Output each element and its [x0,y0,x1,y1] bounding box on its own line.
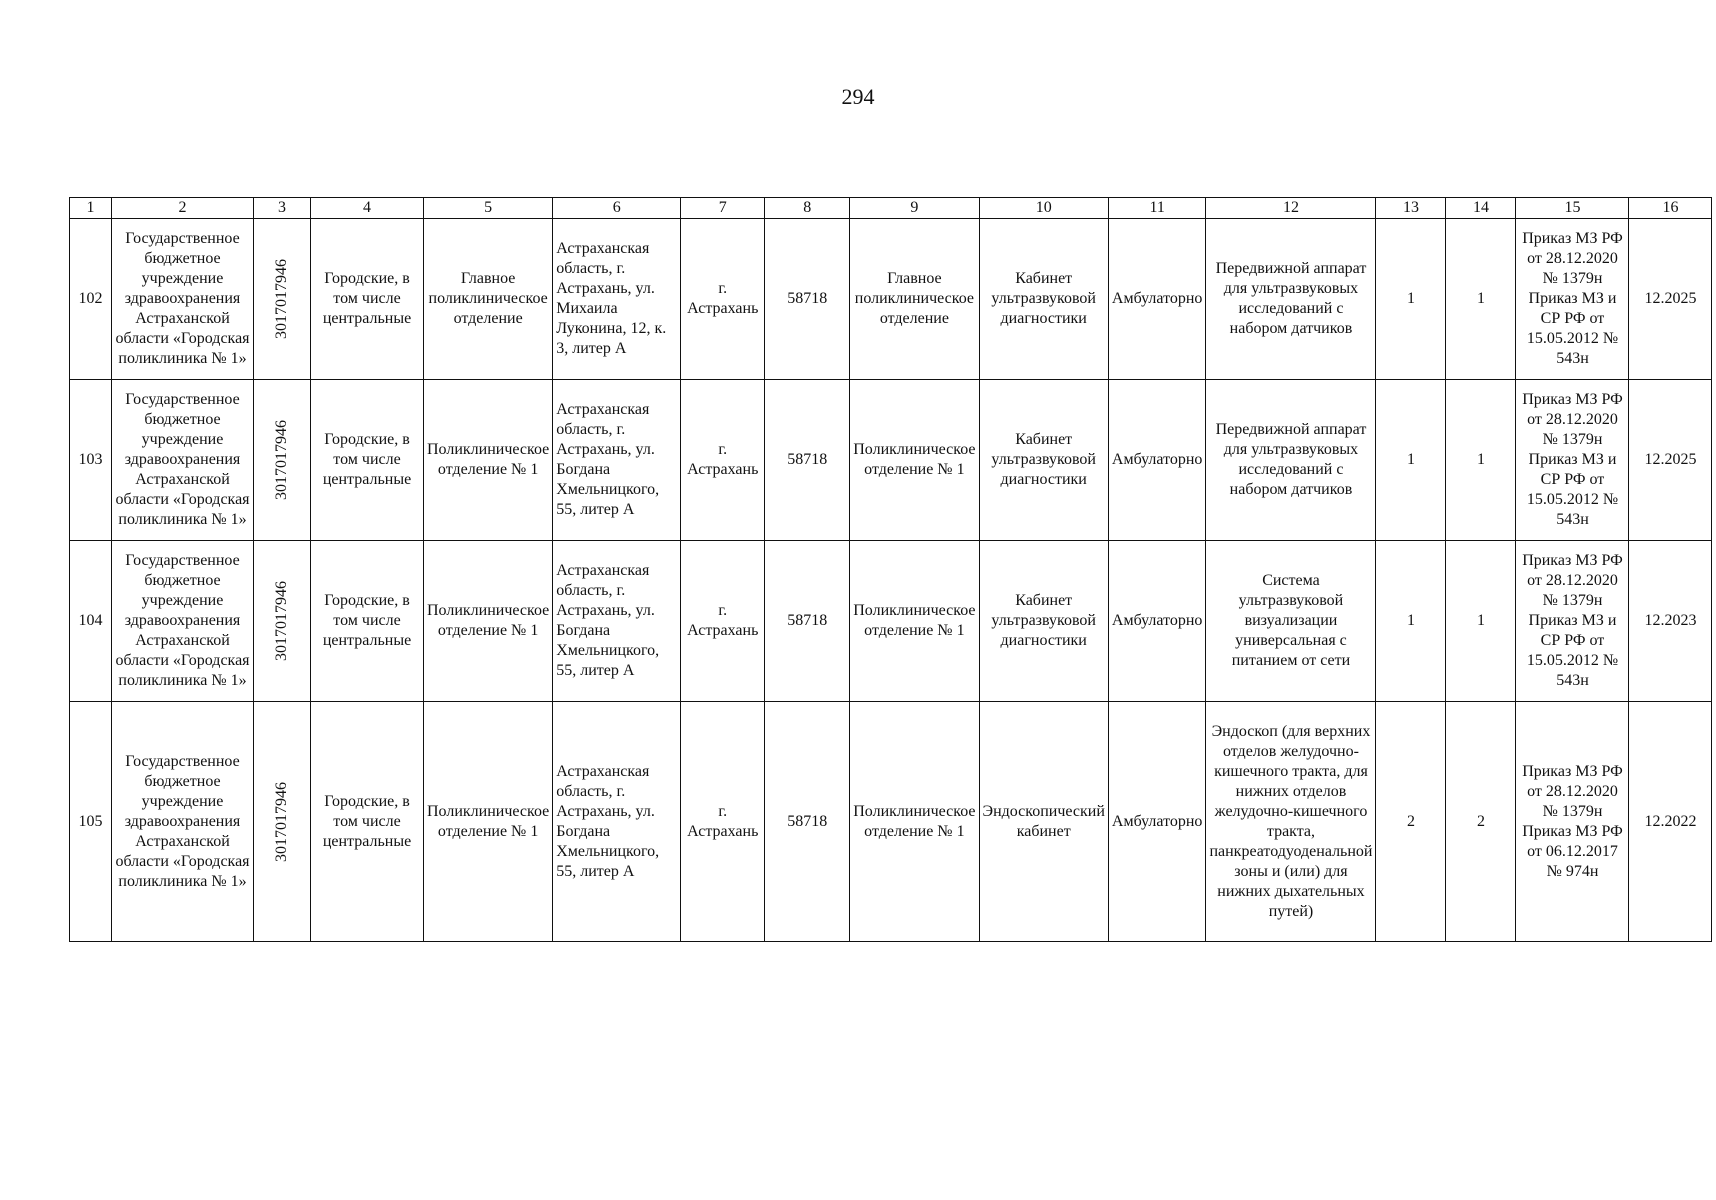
care-form-cell: Амбулаторно [1108,219,1206,380]
table-row [70,380,1712,541]
column-number-header: 4 [311,198,424,219]
order-cell: Приказ МЗ РФ от 28.12.2020 № 1379н Приказ МЗ и СР РФ от 15.05.2012 № 543н [1516,380,1629,541]
type-cell: Городские, в том числе центральные [311,702,424,942]
institution-cell: Государственное бюджетное учреждение здравоохранения Астраханской области «Городская поликлиника № 1» [112,380,254,541]
column-number-header: 13 [1376,198,1446,219]
date-cell: 12.2025 [1629,380,1712,541]
equipment-register-table [69,197,1712,942]
cabinet-cell: Кабинет ультразвуковой диагностики [979,380,1108,541]
code-cell [254,702,311,942]
subdivision-cell: Поликлиническое отделение № 1 [850,702,979,942]
column-number-header: 10 [979,198,1108,219]
type-cell: Городские, в том числе центральные [311,541,424,702]
oktmo-cell: 58718 [765,219,850,380]
address-cell: Астраханская область, г. Астрахань, ул. Богдана Хмельницкого, 55, литер А [553,380,681,541]
code-text: 3017017946 [273,420,290,500]
equipment-cell: Передвижной аппарат для ультразвуковых исследований с набором датчиков [1206,380,1376,541]
institution-cell: Государственное бюджетное учреждение здравоохранения Астраханской области «Городская поликлиника № 1» [112,219,254,380]
quantity-cell: 1 [1376,219,1446,380]
care-form-cell: Амбулаторно [1108,702,1206,942]
institution-cell: Государственное бюджетное учреждение здравоохранения Астраханской области «Городская поликлиника № 1» [112,702,254,942]
date-cell: 12.2022 [1629,702,1712,942]
quantity-cell: 1 [1446,219,1516,380]
date-cell: 12.2025 [1629,219,1712,380]
column-number-header: 9 [850,198,979,219]
oktmo-cell: 58718 [765,380,850,541]
equipment-cell: Передвижной аппарат для ультразвуковых исследований с набором датчиков [1206,219,1376,380]
code-cell [254,380,311,541]
address-cell: Астраханская область, г. Астрахань, ул. Богдана Хмельницкого, 55, литер А [553,541,681,702]
quantity-cell: 1 [1446,541,1516,702]
department-cell: Поликлиническое отделение № 1 [424,541,553,702]
cabinet-cell: Кабинет ультразвуковой диагностики [979,219,1108,380]
care-form-cell: Амбулаторно [1108,380,1206,541]
quantity-cell: 1 [1376,380,1446,541]
quantity-cell: 2 [1446,702,1516,942]
oktmo-cell: 58718 [765,541,850,702]
column-number-header: 14 [1446,198,1516,219]
column-number-header: 12 [1206,198,1376,219]
code-text: 3017017946 [273,259,290,339]
code-text: 3017017946 [273,581,290,661]
institution-cell: Государственное бюджетное учреждение здравоохранения Астраханской области «Городская поликлиника № 1» [112,541,254,702]
quantity-cell: 2 [1376,702,1446,942]
code-text: 3017017946 [273,781,290,862]
city-cell: г. Астрахань [681,702,765,942]
oktmo-cell: 58718 [765,702,850,942]
page-number: 294 [841,84,875,109]
equipment-cell: Система ультразвуковой визуализации универсальная с питанием от сети [1206,541,1376,702]
subdivision-cell: Поликлиническое отделение № 1 [850,380,979,541]
column-number-header: 11 [1108,198,1206,219]
table-row [70,702,1712,942]
table-row [70,541,1712,702]
order-cell: Приказ МЗ РФ от 28.12.2020 № 1379н Приказ МЗ РФ от 06.12.2017 № 974н [1516,702,1629,942]
column-number-header: 7 [681,198,765,219]
column-number-header: 2 [112,198,254,219]
column-number-header: 16 [1629,198,1712,219]
address-cell: Астраханская область, г. Астрахань, ул. Михаила Луконина, 12, к. 3, литер А [553,219,681,380]
table-row [70,219,1712,380]
care-form-cell: Амбулаторно [1108,541,1206,702]
department-cell: Поликлиническое отделение № 1 [424,380,553,541]
city-cell: г. Астрахань [681,380,765,541]
cabinet-cell: Кабинет ультразвуковой диагностики [979,541,1108,702]
city-cell: г. Астрахань [681,219,765,380]
column-number-header-row [70,198,1712,219]
column-number-header: 15 [1516,198,1629,219]
column-number-header: 1 [70,198,112,219]
city-cell: г. Астрахань [681,541,765,702]
department-cell: Поликлиническое отделение № 1 [424,702,553,942]
order-cell: Приказ МЗ РФ от 28.12.2020 № 1379н Приказ МЗ и СР РФ от 15.05.2012 № 543н [1516,541,1629,702]
column-number-header: 3 [254,198,311,219]
cabinet-cell: Эндоскопический кабинет [979,702,1108,942]
type-cell: Городские, в том числе центральные [311,219,424,380]
column-number-header: 6 [553,198,681,219]
quantity-cell: 1 [1376,541,1446,702]
equipment-cell: Эндоскоп (для верхних отделов желудочно-кишечного тракта, для нижних отделов желудочно-кишечного тракта, панкреатодуоденальной зоны и (или) для нижних дыхательных путей) [1206,702,1376,942]
order-cell: Приказ МЗ РФ от 28.12.2020 № 1379н Приказ МЗ и СР РФ от 15.05.2012 № 543н [1516,219,1629,380]
type-cell: Городские, в том числе центральные [311,380,424,541]
row-number-cell: 105 [70,702,112,942]
subdivision-cell: Главное поликлиническое отделение [850,219,979,380]
address-cell: Астраханская область, г. Астрахань, ул. Богдана Хмельницкого, 55, литер А [553,702,681,942]
date-cell: 12.2023 [1629,541,1712,702]
row-number-cell: 103 [70,380,112,541]
department-cell: Главное поликлиническое отделение [424,219,553,380]
code-cell [254,541,311,702]
column-number-header: 5 [424,198,553,219]
row-number-cell: 102 [70,219,112,380]
row-number-cell: 104 [70,541,112,702]
code-cell [254,219,311,380]
subdivision-cell: Поликлиническое отделение № 1 [850,541,979,702]
column-number-header: 8 [765,198,850,219]
quantity-cell: 1 [1446,380,1516,541]
